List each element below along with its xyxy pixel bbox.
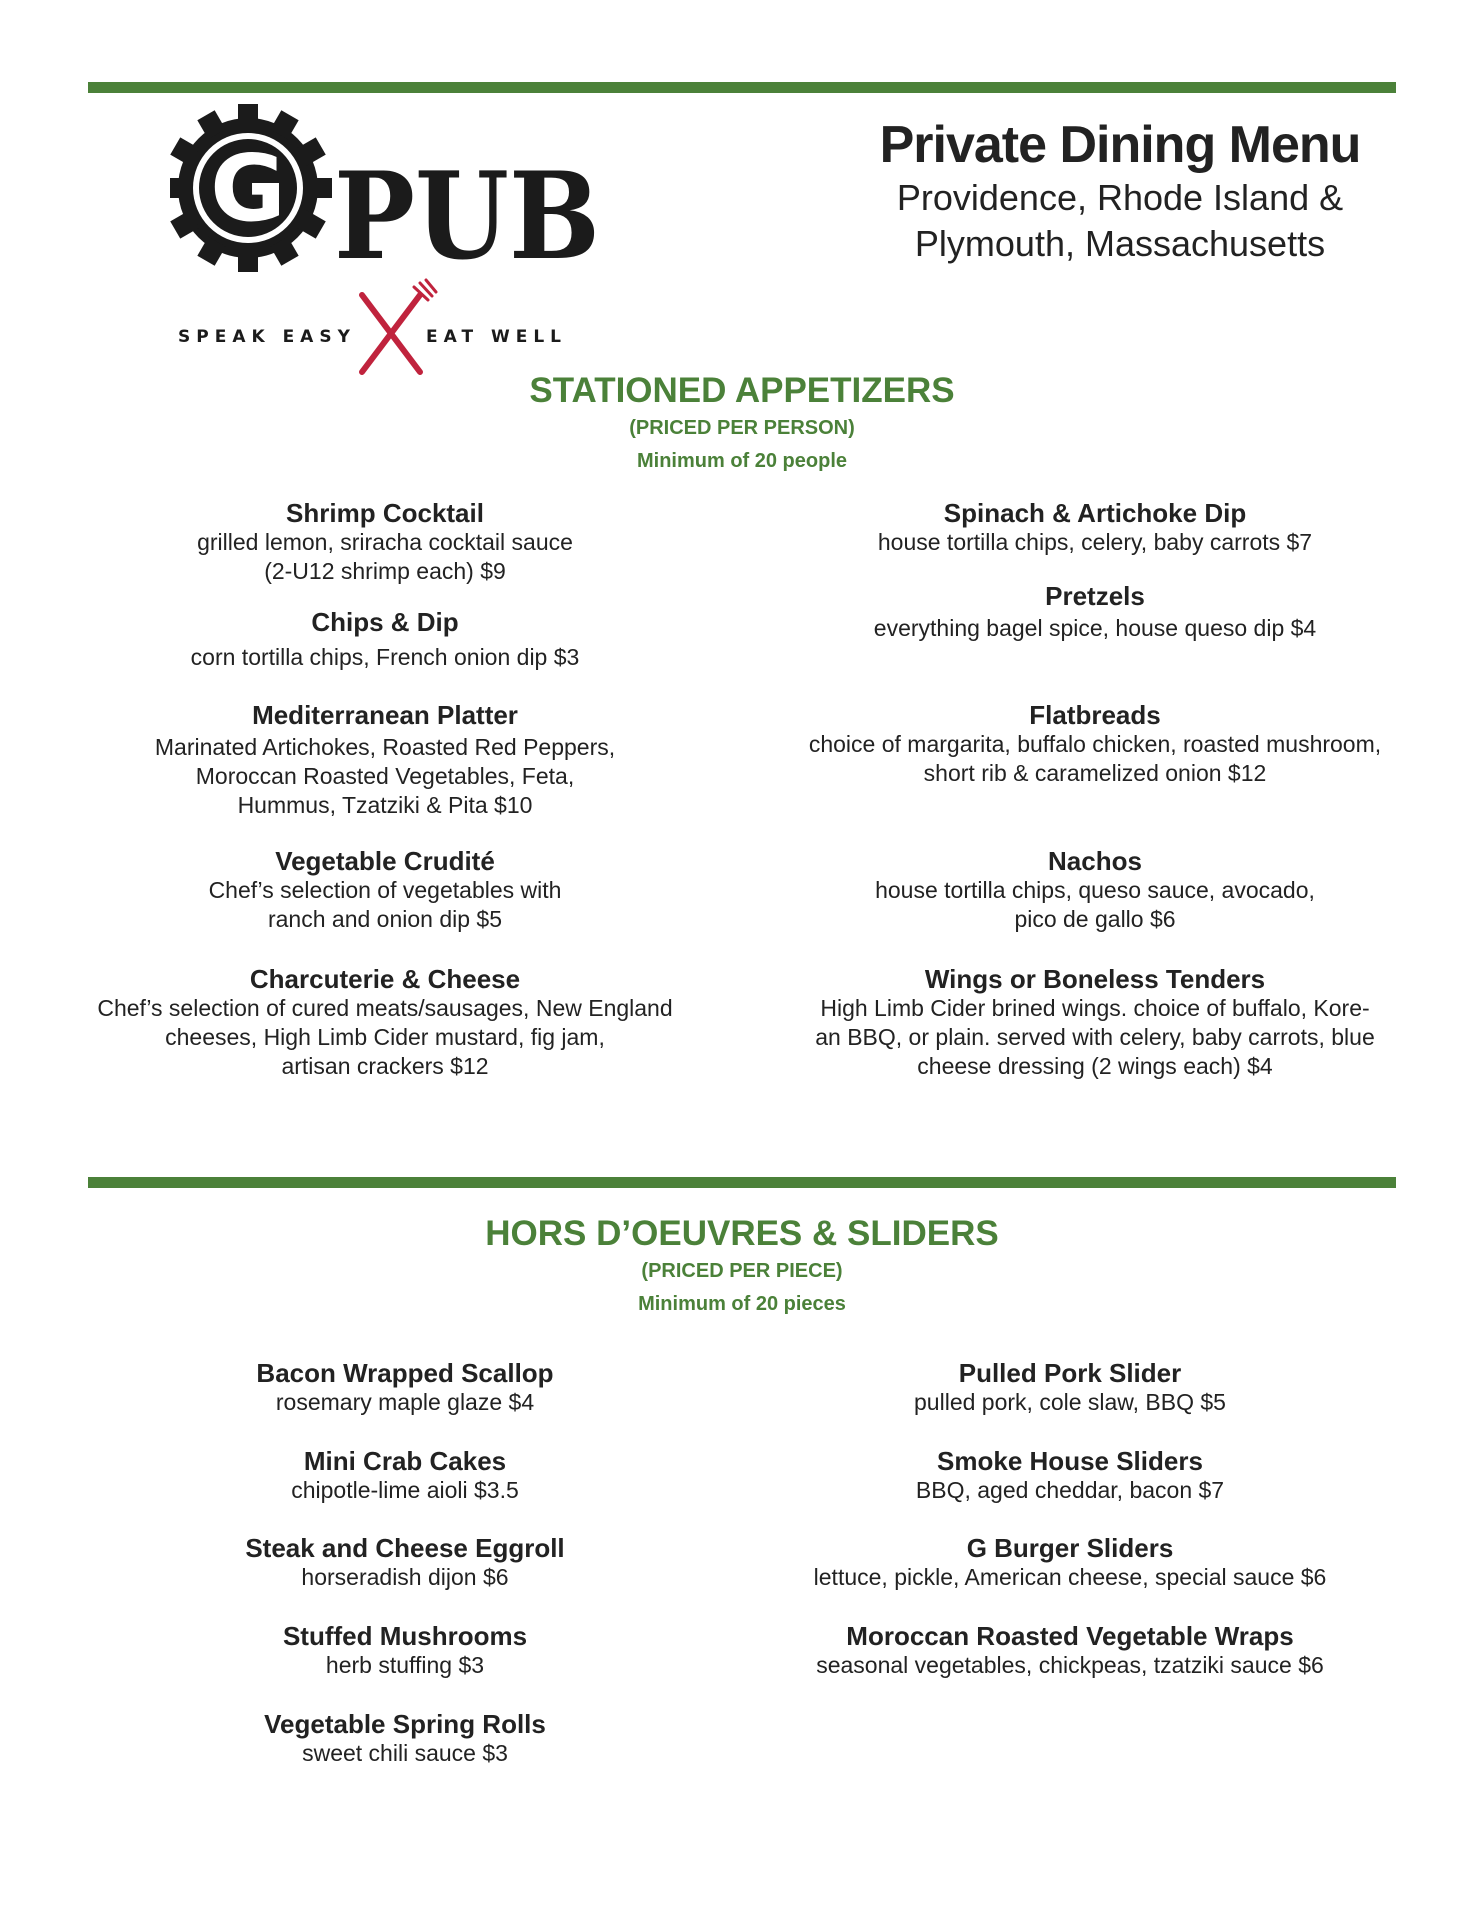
item-description: lettuce, pickle, American cheese, special sauce $6 xyxy=(813,1564,1327,1590)
logo-letter: G xyxy=(210,135,286,242)
menu-item xyxy=(790,581,1400,643)
item-description: BBQ, aged cheddar, bacon $7 xyxy=(915,1477,1225,1503)
item-name: Mediterranean Platter xyxy=(252,700,518,730)
item-name: Flatbreads xyxy=(1029,700,1161,730)
item-description: High Limb Cider brined wings. choice of buffalo, Kore- an BBQ, or plain. served with celery, baby carrots, blue cheese dressing (2 wings each) $4 xyxy=(815,995,1375,1079)
item-description: Chef’s selection of vegetables with ranch and onion dip $5 xyxy=(208,877,562,932)
menu-item xyxy=(90,846,680,934)
section-pricing: (PRICED PER PIECE) xyxy=(641,1260,843,1282)
menu-item xyxy=(205,1533,605,1592)
menu-item xyxy=(780,1621,1360,1680)
section-title: STATIONED APPETIZERS xyxy=(529,371,955,410)
menu-item xyxy=(205,1446,605,1505)
section-minimum: Minimum of 20 pieces xyxy=(638,1293,846,1315)
item-description: corn tortilla chips, French onion dip $3 xyxy=(190,644,580,670)
item-name: Mini Crab Cakes xyxy=(303,1446,507,1476)
item-name: Shrimp Cocktail xyxy=(286,498,484,528)
item-description: house tortilla chips, queso sauce, avocado, pico de gallo $6 xyxy=(875,877,1315,932)
item-name: Vegetable Crudité xyxy=(275,846,495,876)
item-name: Wings or Boneless Tenders xyxy=(924,964,1266,994)
item-name: Steak and Cheese Eggroll xyxy=(245,1533,565,1563)
header xyxy=(850,115,1390,267)
item-name: G Burger Sliders xyxy=(966,1533,1174,1563)
menu-item xyxy=(205,1358,605,1417)
item-description: pulled pork, cole slaw, BBQ $5 xyxy=(914,1389,1226,1415)
item-description: herb stuffing $3 xyxy=(325,1652,485,1678)
item-name: Smoke House Sliders xyxy=(937,1446,1203,1476)
crossed-fork-knife-icon xyxy=(362,280,436,372)
section-pricing: (PRICED PER PERSON) xyxy=(629,417,855,439)
page-title: Private Dining Menu xyxy=(879,116,1361,174)
item-name: Bacon Wrapped Scallop xyxy=(256,1358,554,1388)
item-name: Spinach & Artichoke Dip xyxy=(943,498,1247,528)
item-description: grilled lemon, sriracha cocktail sauce (2-U12 shrimp each) $9 xyxy=(197,529,573,584)
item-description: Marinated Artichokes, Roasted Red Peppers, Moroccan Roasted Vegetables, Feta, Hummus, Tzatziki & Pita $10 xyxy=(154,734,616,818)
item-name: Nachos xyxy=(1048,846,1142,876)
item-name: Stuffed Mushrooms xyxy=(282,1621,528,1651)
item-description: sweet chili sauce $3 xyxy=(302,1740,508,1766)
item-description: rosemary maple glaze $4 xyxy=(275,1389,535,1415)
menu-item xyxy=(790,964,1400,1081)
item-description: seasonal vegetables, chickpeas, tzatziki sauce $6 xyxy=(816,1652,1324,1678)
hors-doeuvres-header xyxy=(0,1213,1484,1321)
menu-item xyxy=(90,607,680,672)
menu-item xyxy=(790,700,1400,788)
menu-item xyxy=(780,1358,1360,1417)
gear-icon xyxy=(170,104,332,272)
gpub-logo xyxy=(170,100,610,390)
item-description: everything bagel spice, house queso dip $4 xyxy=(873,615,1317,641)
section-divider xyxy=(88,1177,1396,1188)
logo-wordmark: PUB xyxy=(334,146,600,287)
menu-item xyxy=(780,1446,1360,1505)
menu-item xyxy=(90,964,680,1081)
menu-item xyxy=(205,1709,605,1768)
section-minimum: Minimum of 20 people xyxy=(636,450,848,472)
item-name: Pulled Pork Slider xyxy=(958,1358,1182,1388)
location-line-2: Plymouth, Massachusetts xyxy=(914,223,1326,264)
location-line-1: Providence, Rhode Island & xyxy=(896,177,1344,218)
logo-tagline-right: EAT WELL xyxy=(426,327,567,347)
item-name: Vegetable Spring Rolls xyxy=(264,1709,546,1739)
item-description: chipotle-lime aioli $3.5 xyxy=(291,1477,519,1503)
menu-item xyxy=(205,1621,605,1680)
item-name: Chips & Dip xyxy=(311,607,459,637)
menu-item xyxy=(790,498,1400,557)
item-description: house tortilla chips, celery, baby carrots $7 xyxy=(877,529,1313,555)
menu-item xyxy=(90,498,680,586)
item-name: Pretzels xyxy=(1045,581,1145,611)
appetizers-header xyxy=(0,370,1484,478)
menu-item xyxy=(90,700,680,820)
menu-item xyxy=(780,1533,1360,1592)
item-name: Charcuterie & Cheese xyxy=(249,964,521,994)
item-description: horseradish dijon $6 xyxy=(301,1564,509,1590)
item-description: Chef’s selection of cured meats/sausages, New England cheeses, High Limb Cider mustard, fig jam, artisan crackers $12 xyxy=(97,995,673,1079)
item-description: choice of margarita, buffalo chicken, roasted mushroom, short rib & caramelized onion $12 xyxy=(808,731,1382,786)
section-title: HORS D’OEUVRES & SLIDERS xyxy=(485,1214,999,1253)
logo-tagline-left: SPEAK EASY xyxy=(178,327,356,347)
top-divider xyxy=(88,82,1396,93)
menu-item xyxy=(790,846,1400,934)
item-name: Moroccan Roasted Vegetable Wraps xyxy=(846,1621,1294,1651)
